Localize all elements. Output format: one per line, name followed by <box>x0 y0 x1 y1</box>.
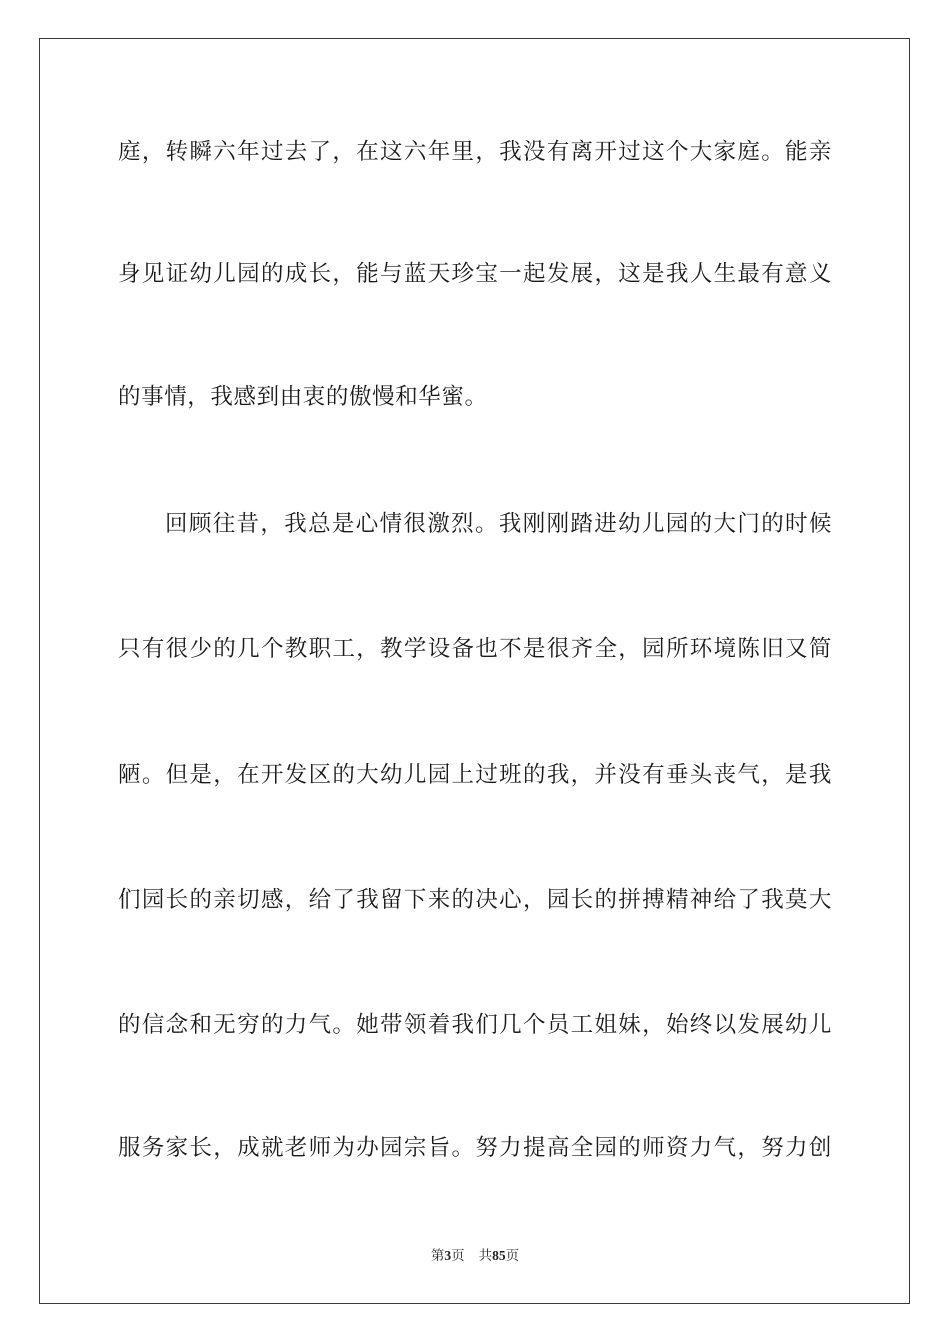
text-line: 们园长的亲切感，给了我留下来的决心，园长的拼搏精神给了我莫大 <box>118 887 832 913</box>
total-prefix: 共 <box>478 1248 493 1264</box>
page-number: 3 <box>444 1248 452 1263</box>
text-line: 身见证幼儿园的成长，能与蓝天珍宝一起发展，这是我人生最有意义 <box>118 261 832 287</box>
text-line: 庭，转瞬六年过去了，在这六年里，我没有离开过这个大家庭。能亲 <box>118 139 832 165</box>
page-border <box>39 38 910 1304</box>
text-line: 只有很少的几个教职工，教学设备也不是很齐全，园所环境陈旧又简 <box>118 636 832 662</box>
text-line: 陋。但是，在开发区的大幼儿园上过班的我，并没有垂头丧气，是我 <box>118 762 832 788</box>
total-pages: 85 <box>492 1248 506 1263</box>
page-footer <box>0 1247 950 1265</box>
total-suffix: 页 <box>505 1248 520 1264</box>
paragraph-first-line: 回顾往昔，我总是心情很激烈。我刚刚踏进幼儿园的大门的时候 <box>165 511 832 537</box>
page-prefix: 第 <box>430 1248 445 1264</box>
text-line: 服务家长，成就老师为办园宗旨。努力提高全园的师资力气，努力创 <box>118 1135 832 1161</box>
text-line: 的事情，我感到由衷的傲慢和华蜜。 <box>118 384 488 410</box>
text-line: 的信念和无穷的力气。她带领着我们几个员工姐妹，始终以发展幼儿 <box>118 1012 832 1038</box>
page-suffix: 页 <box>451 1248 465 1264</box>
